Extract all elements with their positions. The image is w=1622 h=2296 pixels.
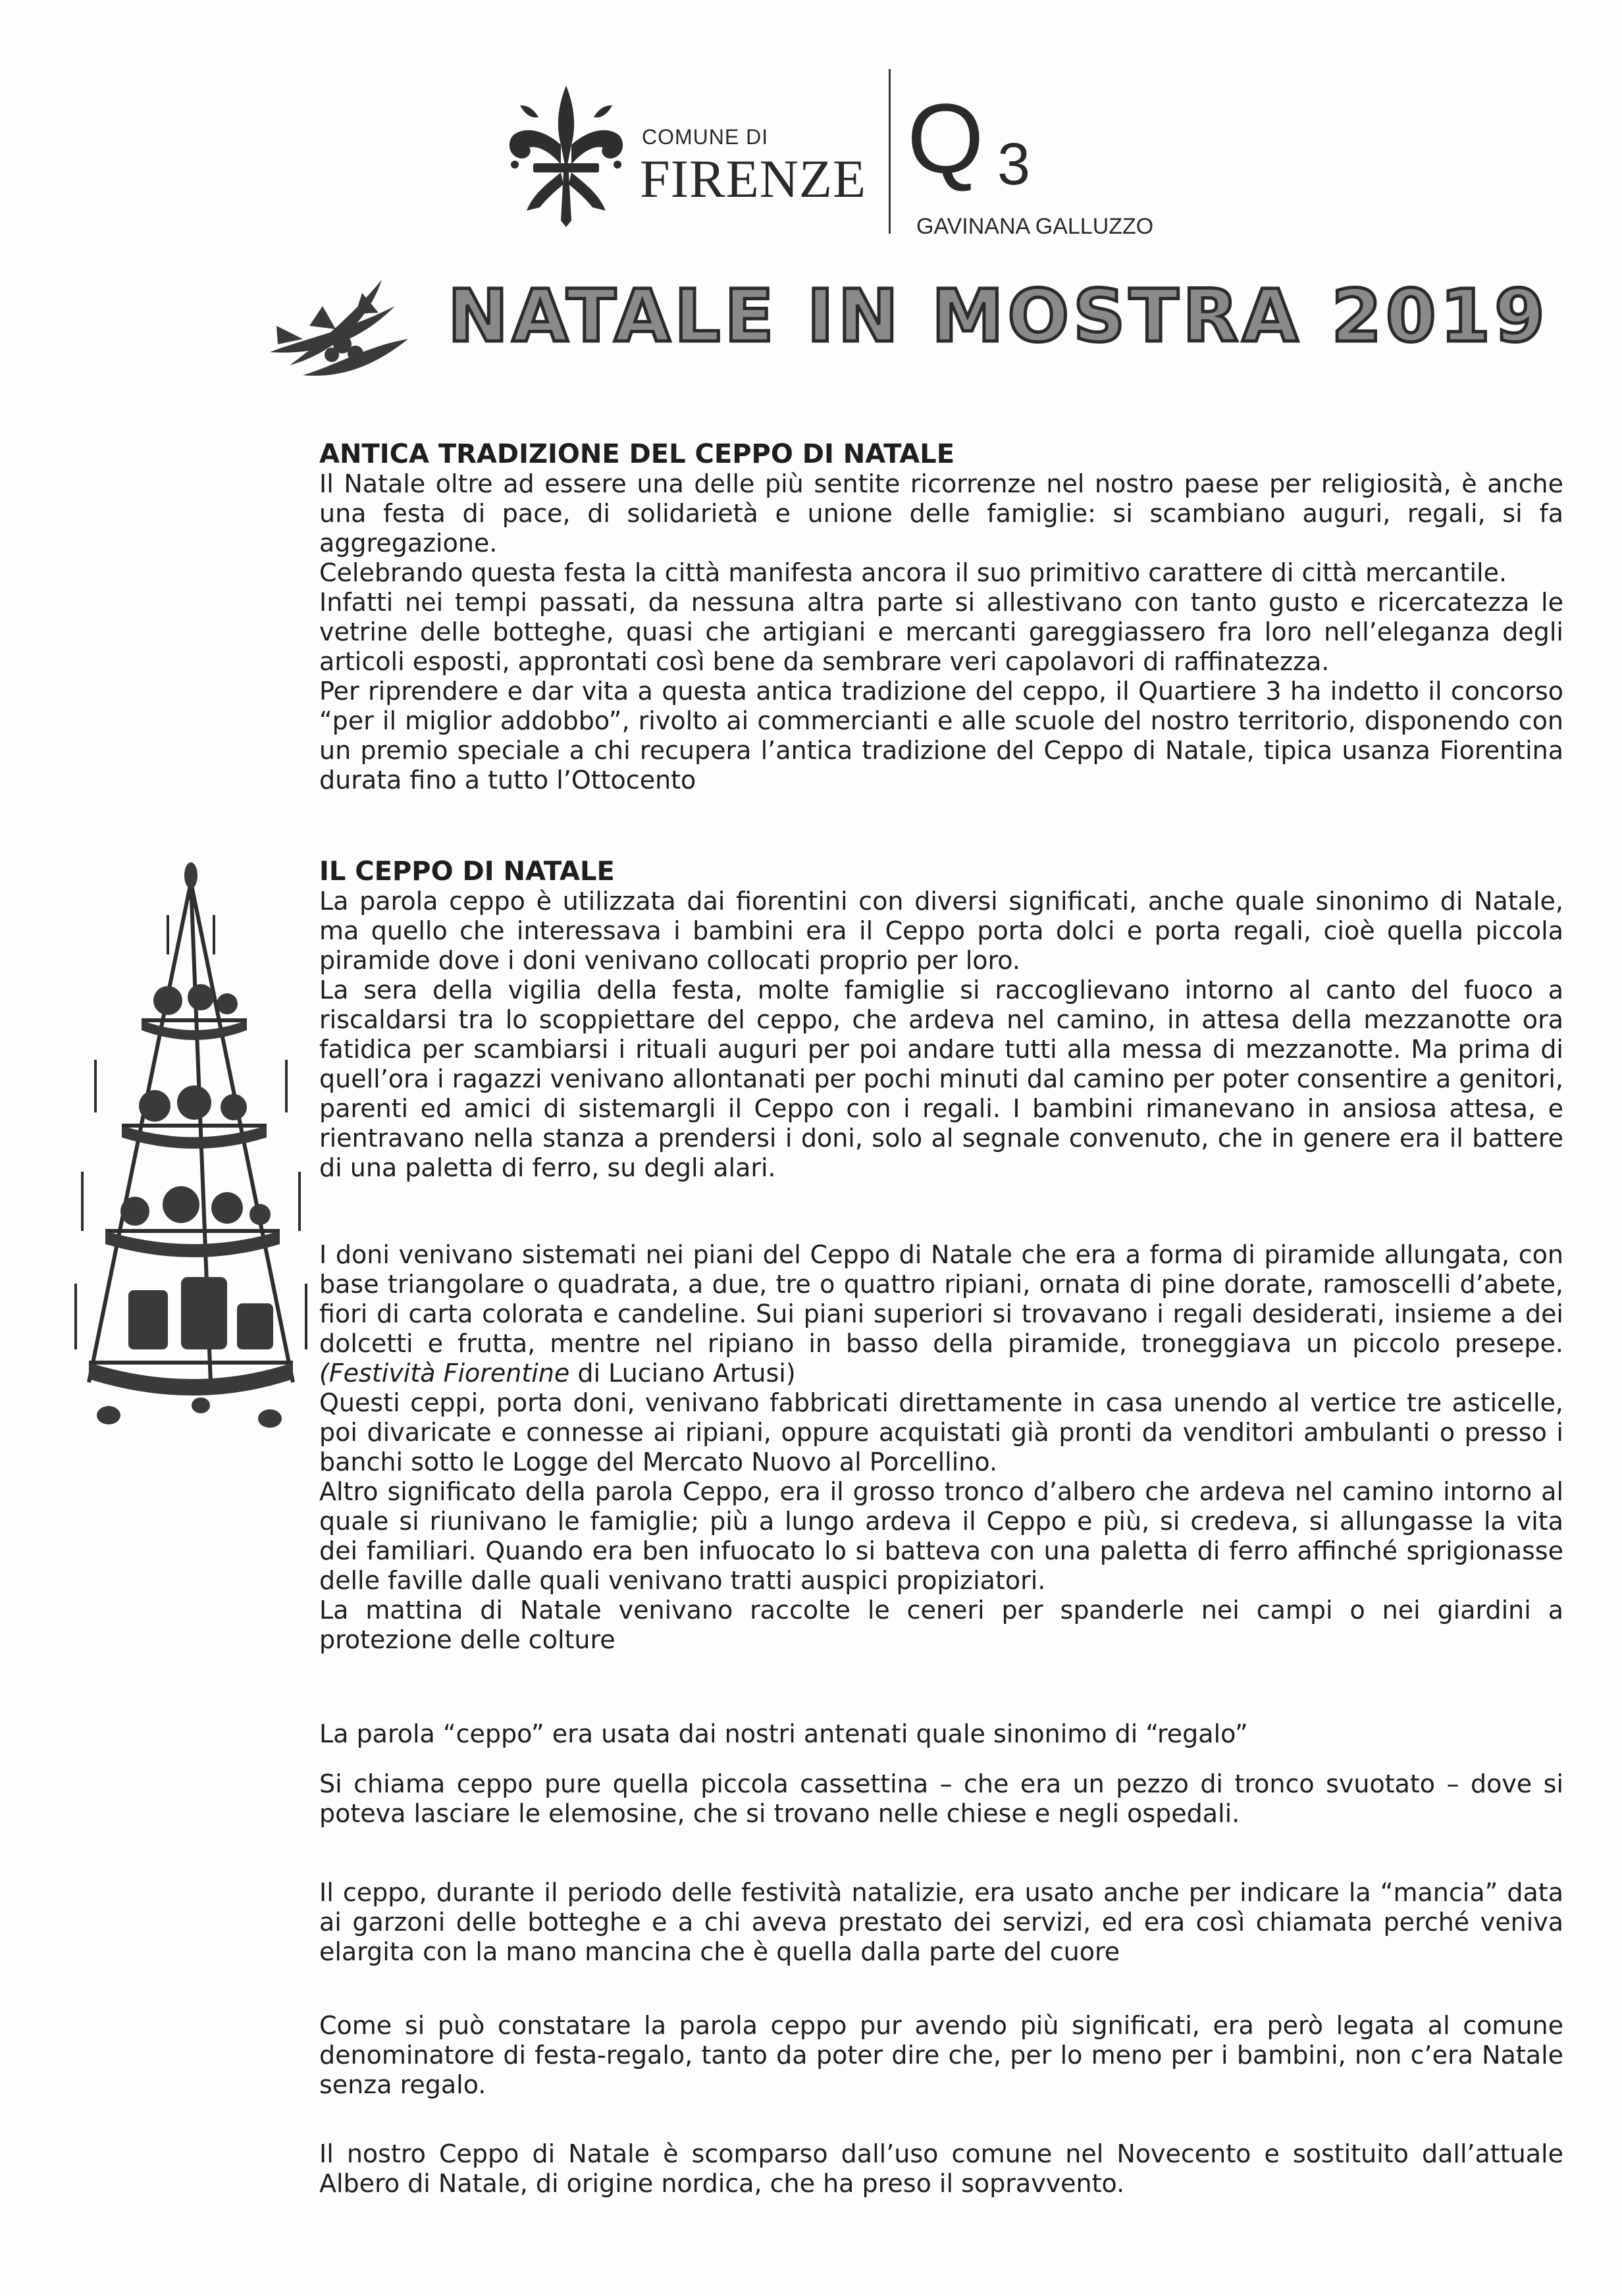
section-mancia (319, 1878, 1563, 1967)
quartiere-name: GAVINANA GALLUZZO (916, 214, 1154, 239)
section-scomparso (319, 2139, 1563, 2199)
florentine-lily-icon (500, 79, 632, 230)
paragraph: Si chiama ceppo pure quella piccola cassettina – che era un pezzo di tronco svuotato – dove si poteva lasciare le elemosine, che si trovano nelle chiese e negli ospedali. (319, 1769, 1563, 1828)
citation-title: (Festività Fiorentine (319, 1359, 570, 1388)
section-regalo (319, 1719, 1563, 1749)
logo-divider (889, 69, 891, 234)
paragraph: Il ceppo, durante il periodo delle festività natalizie, era usato anche per indicare la “mancia” data ai garzoni delle botteghe e a chi aveva prestato dei servizi, ed era così chiamata perché veniva elargita con la mano mancina che è quella dalla parte del cuore (319, 1878, 1563, 1966)
section-heading: IL CEPPO DI NATALE (319, 856, 615, 887)
page-title: NATALE IN MOSTRA 2019 (448, 274, 1549, 358)
paragraph: Come si può constatare la parola ceppo pur avendo più significati, era però legata al comune denominatore di festa-regalo, tanto da poter dire che, per lo meno per i bambini, non c’era Natale senza regalo. (319, 2011, 1563, 2099)
quartiere-letter: Q (907, 83, 984, 194)
paragraph: La mattina di Natale venivano raccolte le ceneri per spanderle nei campi o nei giardini a protezione delle colture (319, 1596, 1563, 1654)
paragraph: La parola “ceppo” era usata dai nostri antenati quale sinonimo di “regalo” (319, 1719, 1248, 1748)
firenze-label: FIRENZE (640, 149, 867, 209)
section-ceppo-di-natale (319, 857, 1563, 1183)
paragraph: Questi ceppi, porta doni, venivano fabbricati direttamente in casa unendo al vertice tre asticelle, poi divaricate e connesse ai ripiani, oppure acquistati già pronti da venditori ambulanti o presso i banchi sotto le Logge del Mercato Nuovo al Porcellino. (319, 1388, 1563, 1476)
section-antica-tradizione (319, 440, 1563, 795)
header-logos (500, 63, 1172, 247)
ceppo-pyramid-illustration (69, 862, 313, 1428)
section-constatare (319, 2011, 1563, 2100)
paragraph: La sera della vigilia della festa, molte famiglie si raccoglievano intorno al canto del fuoco a riscaldarsi tra lo scoppiettare del ceppo, che ardeva nel camino, in attesa della mezzanotte ora fatidica per scambiarsi i rituali auguri per poi andare tutti alla messa di mezzanotte. Ma prima di quell’ora i ragazzi venivano allontanati per pochi minuti dal camino per poter consentire a genitori, parenti ed amici di sistemargli il Ceppo con i regali. I bambini rimanevano in ansiosa attesa, e rientravano nella stanza a prendersi i doni, solo al segnale convenuto, che in genere era il battere di una paletta di ferro, su degli alari. (319, 976, 1563, 1182)
paragraph: Infatti nei tempi passati, da nessuna altra parte si allestivano con tanto gusto e ricercatezza le vetrine delle botteghe, quasi che artigiani e mercanti gareggiassero fra loro nell’eleganza degli articoli esposti, approntati così bene da sembrare veri capolavori di raffinatezza. (319, 588, 1563, 676)
paragraph: Altro significato della parola Ceppo, era il grosso tronco d’albero che ardeva nel camino intorno al quale si riunivano le famiglie; più a lungo ardeva il Ceppo e più, si credeva, si allungasse la vita dei familiari. Quando era ben infuocato lo si batteva con una paletta di ferro affinché sprigionasse delle faville dalle quali venivano tratti auspici propiziatori. (319, 1477, 1563, 1595)
paragraph: Per riprendere e dar vita a questa antica tradizione del ceppo, il Quartiere 3 ha indetto il concorso “per il miglior addobbo”, rivolto ai commercianti e alle scuole del nostro territorio, disponendo con un premio speciale a chi recupera l’antica tradizione del Ceppo di Natale, tipica usanza Fiorentina durata fino a tutto l’Ottocento (319, 677, 1563, 795)
paragraph (319, 1240, 1563, 1388)
paragraph: La parola ceppo è utilizzata dai fiorentini con diversi significati, anche quale sinonimo di Natale, ma quello che interessava i bambini era il Ceppo porta dolci e porta regali, cioè quella piccola piramide dove i doni venivano collocati proprio per loro. (319, 887, 1563, 975)
paragraph: Il Natale oltre ad essere una delle più sentite ricorrenze nel nostro paese per religiosità, è anche una festa di pace, di solidarietà e unione delle famiglie: si scambiano auguri, regali, si fa aggregazione. (319, 469, 1563, 558)
section-cassettina (319, 1769, 1563, 1829)
citation-author: di Luciano Artusi) (569, 1359, 796, 1388)
section-heading: ANTICA TRADIZIONE DEL CEPPO DI NATALE (319, 439, 955, 469)
paragraph: Il nostro Ceppo di Natale è scomparso dall’uso comune nel Novecento e sostituito dall’attuale Albero di Natale, di origine nordica, che ha preso il sopravvento. (319, 2139, 1563, 2198)
quartiere-number: 3 (997, 132, 1031, 197)
holly-sprig-icon (263, 267, 415, 382)
section-doni (319, 1240, 1563, 1655)
paragraph: Celebrando questa festa la città manifesta ancora il suo primitivo carattere di città mercantile. (319, 558, 1507, 587)
paragraph-text: I doni venivano sistemati nei piani del Ceppo di Natale che era a forma di piramide allungata, con base triangolare o quadrata, a due, tre o quattro ripiani, ornata di pine dorate, ramoscelli d’abete, fiori di carta colorata e candeline. Sui piani superiori si trovavano i regali desiderati, insieme a dei dolcetti e frutta, mentre nel ripiano in basso della piramide, troneggiava un piccolo presepe. (319, 1240, 1563, 1358)
comune-label: COMUNE DI (642, 125, 769, 149)
